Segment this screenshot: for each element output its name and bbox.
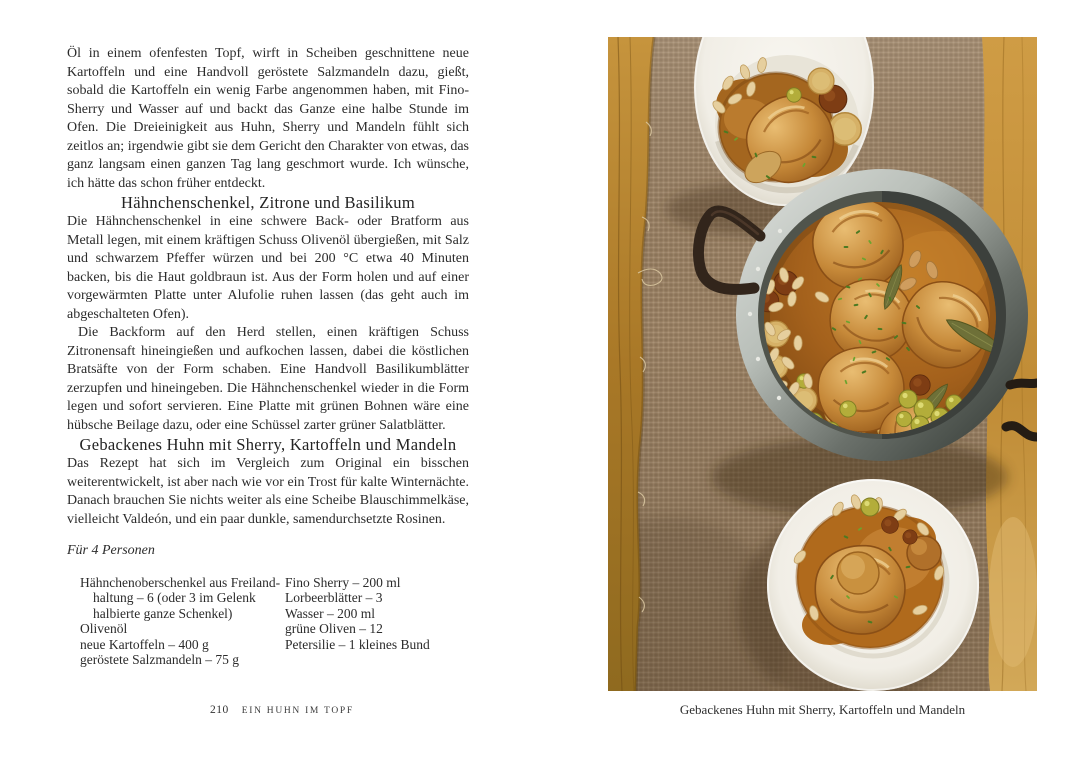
dish-photo [608,37,1037,691]
ingredient-line: Lorbeerblätter – 3 [285,590,383,605]
ingredient-line: Hähnchenoberschenkel aus Freiland- [80,574,281,590]
ingredient-line: grüne Oliven – 12 [285,621,383,636]
page-number: 210 [210,704,229,716]
recipe-title-gebackenes-huhn: Gebackenes Huhn mit Sherry, Kartoffeln und Mandeln [79,435,457,454]
continuation-paragraph: Öl in einem ofenfesten Topf, wirft in Scheiben geschnittene neue Kartoffeln und eine Handvoll geröstete Salzmandeln dazu, gießt, sobald die Kartoffeln ein wenig Farbe angenommen haben, mit Fino-Sherry und Wasser auf und backt das Ganze eine halbe Stunde im Ofen. Die Dreieinigkeit aus Huhn, Sherry und Mandeln fühlt sich zeitlos an; irgendwie gibt sie dem Gericht den Charakter von etwas, das ganz langsam einen ganzen Tag lang geschmort wurde. Ich wünsche, ich hätte das schon früher entdeckt. [67,46,469,191]
ingredients-column-2 [285,575,469,668]
left-page [67,45,469,668]
ingredient-line: Fino Sherry – 200 ml [285,574,401,590]
running-title: EIN HUHN IM TOPF [241,706,354,716]
ingredient-line: Olivenöl [80,621,128,636]
recipe-paragraph: Die Hähnchenschenkel in eine schwere Back- oder Bratform aus Metall legen, mit einem kräftigen Schuss Olivenöl übergießen, mit Salz und schwarzem Pfeffer würzen und bei 200 °C etwa 40 Minuten backen, bis die Haut goldbraun ist. Aus der Form holen und auf einer vorgewärmten Platte unter Alufolie ruhen lassen (das geht auch im abgeschalteten Ofen). [67,214,469,322]
ingredient-line: neue Kartoffeln – 400 g [80,636,209,652]
recipe-paragraph: Das Rezept hat sich im Vergleich zum Original ein bisschen weiterentwickelt, ist aber nach wie vor ein Trost für kalte Winternächte. Danach brauchen Sie nichts weiter als eine Scheibe Blauschimmelkäse, vielleicht Valdeón, und ein paar dunkle, samendurchsetzte Rosinen. [67,456,469,527]
photo-caption: Gebackenes Huhn mit Sherry, Kartoffeln und Mandeln [679,702,966,717]
serving-note: Für 4 Personen [67,543,155,558]
ingredient-line: Wasser – 200 ml [285,605,376,621]
ingredient-list [67,575,469,668]
recipe-paragraph: Die Backform auf den Herd stellen, einen kräftigen Schuss Zitronensaft hineingießen und aufkochen lassen, dabei die köstlichen Bratsäfte von der Form schaben. Eine Handvoll Basilikumblätter zerzupfen und hineingeben. Die Hähnchenschenkel wieder in die Form legen und sofort servieren. Eine Platte mit grünen Bohnen wäre eine hübsche Beilage dazu, oder eine Schüssel zarter grüner Salatblätter. [67,325,469,433]
serving-plate-bottom [767,479,979,691]
recipe-title-haehnchenschenkel: Hähnchenschenkel, Zitrone und Basilikum [121,193,415,212]
ingredient-line: haltung – 6 (oder 3 im Gelenk [93,590,256,605]
ingredient-line: halbierte ganze Schenkel) [93,605,233,621]
ingredients-column-1 [80,575,285,668]
page-footer [210,704,354,716]
ingredient-line: geröstete Salzmandeln – 75 g [80,652,239,667]
ingredient-line: Petersilie – 1 kleines Bund [285,636,430,652]
